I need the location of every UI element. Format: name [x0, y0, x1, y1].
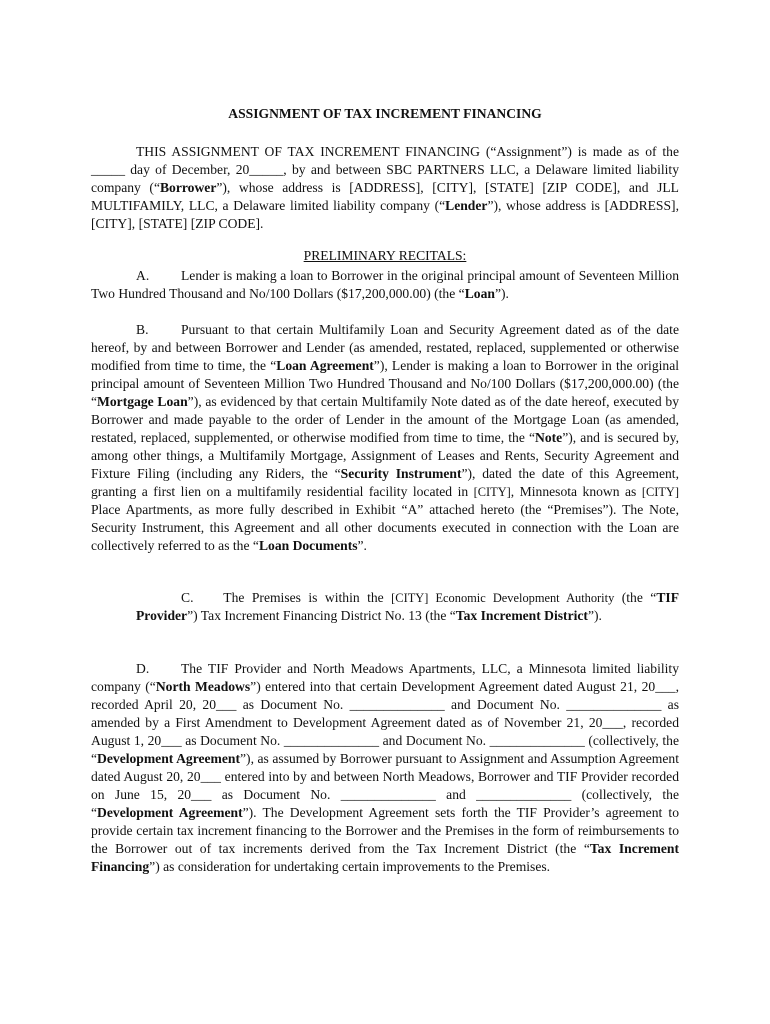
recital-b [91, 321, 679, 555]
defined-term-tif-provider: TIF Provider [136, 590, 680, 623]
defined-term-development-agreement: Development Agreement [97, 805, 243, 820]
city-placeholder: [CITY] [641, 485, 679, 499]
intro-text-1: THIS ASSIGNMENT OF TAX INCREMENT FINANCING (“Assignment”) is made as of the _____ day of December, 20_____, by and between SBC PARTNERS LLC, a Delaware limited liability company (“ [91, 144, 679, 195]
recital-d-text-3: ”), as assumed by Borrower pursuant to Assignment and Assumption Agreement dated August 20, 20___ entered into by and between North Meadows, Borrower and TIF Provider recorded on June 15, 20___ as Document No. ______________ and ______________ (collectively, the “ [91, 751, 679, 820]
intro-text-3: ”), whose address is [ADDRESS], [CITY], [STATE] [ZIP CODE]. [91, 198, 679, 231]
recital-d [91, 660, 679, 876]
recital-c-text-3: ”) Tax Increment Financing District No. 13 (the “ [187, 608, 456, 623]
defined-term-mortgage-loan: Mortgage Loan [97, 394, 188, 409]
recital-a-text-1: Lender is making a loan to Borrower in the original principal amount of Seventeen Million Two Hundred Thousand and No/100 Dollars ($17,200,000.00) (the “ [91, 268, 679, 301]
recital-b-text-8: ”. [357, 538, 367, 553]
defined-term-tax-increment-financing: Tax Increment Financing [91, 841, 679, 874]
defined-term-lender: Lender [445, 198, 488, 213]
recital-c-text-2: (the “ [614, 590, 657, 605]
defined-term-loan-agreement: Loan Agreement [276, 358, 374, 373]
recital-a [91, 267, 679, 303]
city-placeholder: [CITY] [473, 485, 511, 499]
defined-term-north-meadows: North Meadows [155, 679, 251, 694]
recital-b-text-6: , Minnesota known as [510, 484, 642, 499]
city-authority-placeholder: [CITY] Economic Development Authority [391, 591, 615, 605]
document-title: ASSIGNMENT OF TAX INCREMENT FINANCING [228, 106, 542, 121]
recital-d-text-1: The TIF Provider and North Meadows Apartments, LLC, a Minnesota limited liability company (“ [91, 661, 679, 694]
intro-text-2: ”), whose address is [ADDRESS], [CITY], [STATE] [ZIP CODE], and JLL MULTIFAMILY, LLC, a Delaware limited liability company (“ [91, 180, 679, 213]
recital-b-text-7: Place Apartments, as more fully described in Exhibit “A” attached hereto (the “Premises”). The Note, Security Instrument, this Agreement and all other documents executed in connection with the Loan are collectively referred to as the “ [91, 502, 679, 553]
recital-b-text-2: ”), Lender is making a loan to Borrower in the original principal amount of Seventeen Million Two Hundred Thousand and No/100 Dollars ($17,200,000.00) (the “ [91, 358, 680, 409]
defined-term-tax-increment-district: Tax Increment District [455, 608, 588, 623]
recital-b-label: B. [136, 322, 149, 337]
defined-term-loan-documents: Loan Documents [258, 538, 358, 553]
recital-d-label: D. [136, 661, 150, 676]
recital-b-text-5: ”), dated the date of this Agreement, granting a first lien on a multifamily residential facility located in [91, 466, 679, 499]
recital-a-label: A. [136, 268, 150, 283]
defined-term-borrower: Borrower [159, 180, 217, 195]
recital-c-text-4: ”). [587, 608, 602, 623]
recital-d-text-5: ”) as consideration for undertaking certain improvements to the Premises. [149, 859, 551, 874]
recital-d-text-4: ”). The Development Agreement sets forth the TIF Provider’s agreement to provide certain tax increment financing to the Borrower and the Premises in the form of reimbursements to the Borrower out of tax increments derived from the Tax Increment District (the “ [91, 805, 679, 856]
recital-c [136, 589, 679, 625]
recital-c-text-1: The Premises is within the [223, 590, 392, 605]
recital-a-text-2: ”). [494, 286, 509, 301]
intro-paragraph [91, 143, 679, 233]
defined-term-note: Note [535, 430, 563, 445]
recital-b-text-3: ”), as evidenced by that certain Multifamily Note dated as of the date hereof, executed by Borrower and made payable to the order of Lender in the amount of the Mortgage Loan (as amended, restated, replaced, supplemented, or otherwise modified from time to time, the “ [91, 394, 680, 445]
recital-c-label: C. [181, 590, 194, 605]
defined-term-development-agreement: Development Agreement [97, 751, 241, 766]
recital-b-text-4: ”), and is secured by, among other things, a Multifamily Mortgage, Assignment of Leases and Rents, Security Agreement and Fixture Filing (including any Riders, the “ [91, 430, 679, 481]
recital-b-text-1: Pursuant to that certain Multifamily Loan and Security Agreement dated as of the date hereof, by and between Borrower and Lender (as amended, restated, replaced, supplemented or otherwise modified from time to time, the “ [91, 322, 679, 373]
defined-term-loan: Loan [464, 286, 495, 301]
recital-d-text-2: ”) entered into that certain Development Agreement dated August 21, 20___, recorded April 20, 20___ as Document No. ______________ and Document No. ______________ as amended by a First Amendment to Development Agreement dated as of November 21, 20___, recorded August 1, 20___ as Document No. ______________ and Document No. ______________ (collectively, the “ [91, 679, 679, 766]
defined-term-security-instrument: Security Instrument [340, 466, 462, 481]
recitals-heading: PRELIMINARY RECITALS: [303, 248, 467, 263]
